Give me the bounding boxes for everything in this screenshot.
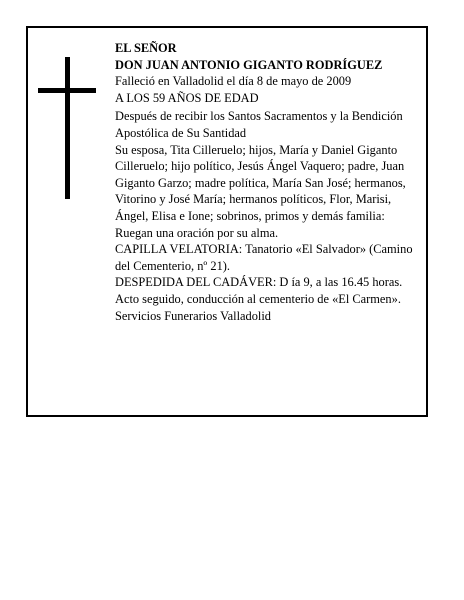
- cross-icon: [38, 57, 96, 199]
- notice-title: EL SEÑOR: [115, 41, 177, 55]
- death-date-line: Falleció en Valladolid el día 8 de mayo de 2009: [115, 74, 352, 89]
- farewell-text: DESPEDIDA DEL CADÁVER: D ía 9, a las 16.45 horas. Acto seguido, conducción al cementerio de «El Carmen».: [115, 275, 403, 306]
- funeral-services-text: Servicios Funerarios Valladolid: [115, 308, 272, 323]
- cross-horizontal-bar: [38, 88, 96, 93]
- sacraments-text: Después de recibir los Santos Sacramentos y la Bendición Apostólica de Su Santidad: [115, 109, 403, 140]
- age-line: A LOS 59 AÑOS DE EDAD: [115, 90, 259, 105]
- deceased-name: DON JUAN ANTONIO GIGANTO RODRÍGUEZ: [115, 57, 383, 72]
- chapel-text: CAPILLA VELATORIA: Tanatorio «El Salvador» (Camino del Cementerio, nº 21).: [115, 242, 413, 273]
- prayer-text: Ruegan una oración por su alma.: [115, 225, 279, 240]
- family-text: Su esposa, Tita Cilleruelo; hijos, María y Daniel Giganto Cilleruelo; hijo político, Jesús Ángel Vaquero; padre, Juan Giganto Garzo; madre política, María San José; hermanos, Vitorino y José María; hermanos políticos, Flor, Marisi, Ángel, Elisa e Ione; sobrinos, primos y demás familia:: [115, 142, 406, 223]
- notice-text: [115, 40, 415, 324]
- obituary-notice: [26, 26, 428, 417]
- cross-vertical-bar: [65, 57, 70, 199]
